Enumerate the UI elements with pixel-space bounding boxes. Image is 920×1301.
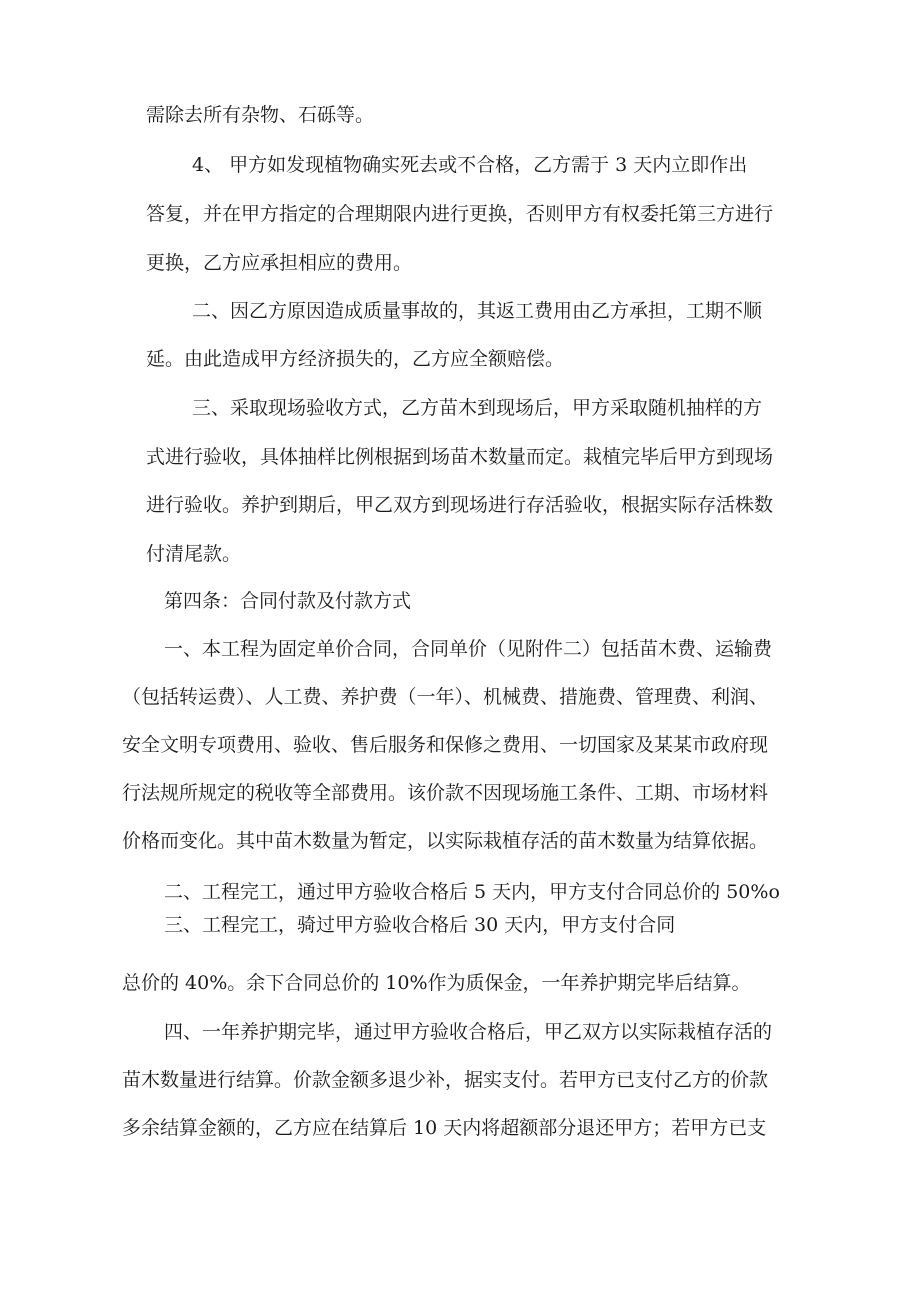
text-line: 付清尾款。 <box>146 543 242 565</box>
text-line: 二、因乙方原因造成质量事故的，其返工费用由乙方承担，工期不顺 <box>192 300 763 322</box>
text-line: 行法规所规定的税收等全部费用。该价款不因现场施工条件、工期、市场材料 <box>122 782 769 804</box>
text-line: 更换，乙方应承担相应的费用。 <box>146 252 413 274</box>
text-line: 总价的 40%。余下合同总价的 10%作为质保金，一年养护期完毕后结算。 <box>122 972 751 994</box>
text-line: 多余结算金额的，乙方应在结算后 10 天内将超额部分退还甲方；若甲方已支 <box>122 1117 767 1139</box>
text-line: 式进行验收，具体抽样比例根据到场苗木数量而定。栽植完毕后甲方到现场 <box>146 446 774 468</box>
text-line: 4、 甲方如发现植物确实死去或不合格，乙方需于 3 天内立即作出 <box>192 154 748 176</box>
text-line: 价格而变化。其中苗木数量为暂定，以实际栽植存活的苗木数量为结算依据。 <box>122 830 769 852</box>
text-line: 需除去所有杂物、石砾等。 <box>146 104 375 126</box>
text-line: 延。由此造成甲方经济损失的，乙方应全额赔偿。 <box>146 348 565 370</box>
text-line: 答复，并在甲方指定的合理期限内进行更换，否则甲方有权委托第三方进行 <box>146 203 774 225</box>
text-line: （包括转运费）、人工费、养护费（一年）、机械费、措施费、管理费、利润、 <box>122 686 769 708</box>
text-line: 一、本工程为固定单价合同，合同单价（见附件二）包括苗木费、运输费 <box>164 638 773 660</box>
text-line: 二、工程完工，通过甲方验收合格后 5 天内，甲方支付合同总价的 50%o <box>164 881 780 903</box>
section-heading: 第四条：合同付款及付款方式 <box>164 590 412 612</box>
text-line: 三、工程完工，骑过甲方验收合格后 30 天内，甲方支付合同 <box>164 914 676 936</box>
text-line: 四、一年养护期完毕，通过甲方验收合格后，甲乙双方以实际栽植存活的 <box>164 1021 773 1043</box>
text-line: 进行验收。养护到期后，甲乙双方到现场进行存活验收，根据实际存活株数 <box>146 494 774 516</box>
text-line: 苗木数量进行结算。价款金额多退少补，据实支付。若甲方已支付乙方的价款 <box>122 1069 769 1091</box>
text-line: 安全文明专项费用、验收、售后服务和保修之费用、一切国家及某某市政府现 <box>122 734 769 756</box>
text-line: 三、采取现场验收方式，乙方苗木到现场后，甲方采取随机抽样的方 <box>192 397 763 419</box>
